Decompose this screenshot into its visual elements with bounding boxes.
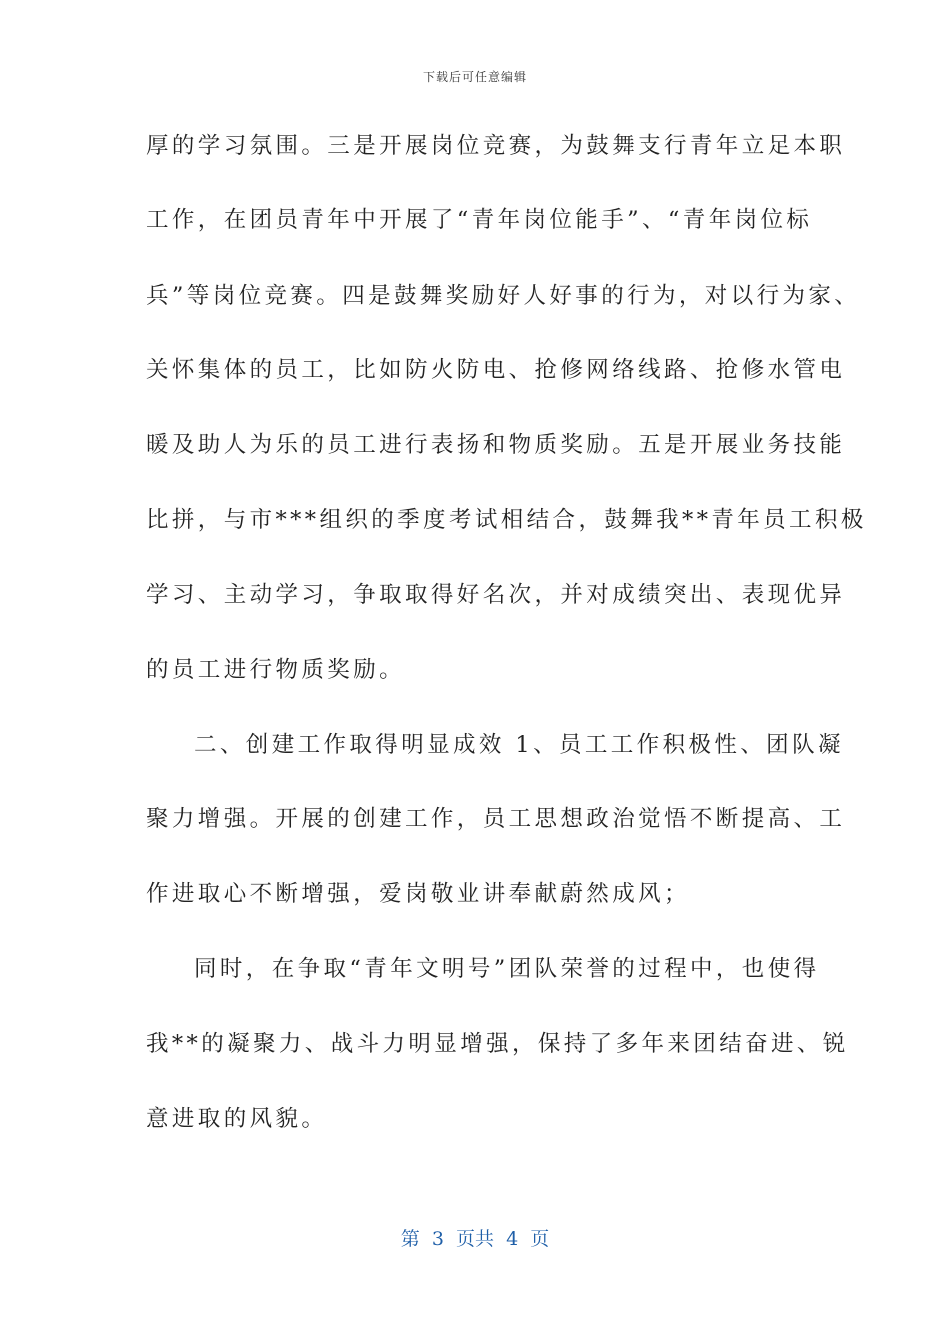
text-line: 比拼，与市***组织的季度考试相结合，鼓舞我**青年员工积极: [146, 507, 867, 533]
text-line: 厚的学习氛围。三是开展岗位竞赛，为鼓舞支行青年立足本职: [146, 133, 846, 159]
text-line: 暖及助人为乐的员工进行表扬和物质奖励。五是开展业务技能: [146, 432, 846, 458]
text-line: 聚力增强。开展的创建工作，员工思想政治觉悟不断提高、工: [146, 806, 846, 832]
page-number: 第 3 页共 4 页: [400, 1228, 550, 1250]
text-line: 我**的凝聚力、战斗力明显增强，保持了多年来团结奋进、锐: [146, 1031, 849, 1057]
text-line: 工作，在团员青年中开展了“青年岗位能手”、“青年岗位标: [146, 207, 813, 233]
text-line: 学习、主动学习，争取取得好名次，并对成绩突出、表现优异: [146, 582, 846, 608]
page-header-note: 下载后可任意编辑: [422, 70, 527, 84]
text-line: 的员工进行物质奖励。: [146, 657, 406, 683]
section-heading-line: 二、创建工作取得明显成效 1、员工工作积极性、团队凝: [194, 732, 844, 758]
text-line: 兵”等岗位竞赛。四是鼓舞奖励好人好事的行为，对以行为家、: [146, 283, 861, 309]
paragraph-start-line: 同时，在争取“青年文明号”团队荣誉的过程中，也使得: [194, 956, 820, 982]
text-line: 关怀集体的员工，比如防火防电、抢修网络线路、抢修水管电: [146, 357, 846, 383]
text-line: 作进取心不断增强，爱岗敬业讲奉献蔚然成风；: [146, 881, 690, 907]
text-line: 意进取的风貌。: [146, 1106, 328, 1132]
